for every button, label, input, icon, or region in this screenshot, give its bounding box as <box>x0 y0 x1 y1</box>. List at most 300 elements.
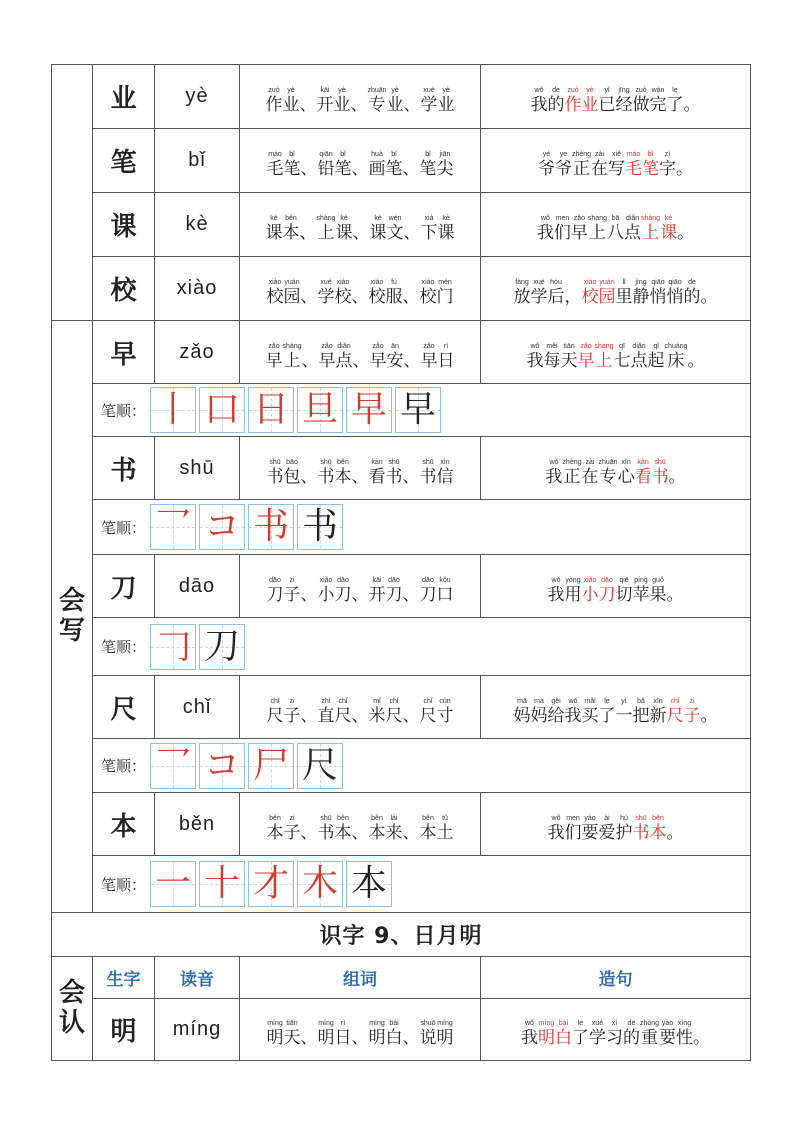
ruby-char <box>554 214 571 244</box>
hanzi: 经 <box>615 95 633 115</box>
hanzi: 小 <box>581 584 599 605</box>
hanzi: 完 <box>649 95 667 115</box>
hanzi: 。 <box>668 466 686 487</box>
stroke-grid-box <box>199 387 245 433</box>
hanzi: 我 <box>545 466 563 487</box>
pinyin-annotation: zǎo <box>423 342 435 350</box>
hanzi: 开 <box>368 584 386 605</box>
hanzi: 我 <box>564 705 582 726</box>
ruby-char <box>555 150 572 180</box>
ruby-char <box>267 458 284 488</box>
punctuation: 、 <box>402 1028 420 1048</box>
ruby-char <box>403 576 420 606</box>
pinyin-annotation: men <box>566 814 580 822</box>
hanzi: 要 <box>581 822 599 843</box>
pinyin-annotation: chǐ <box>338 697 348 705</box>
words-cell <box>240 257 481 321</box>
ruby-char <box>648 342 665 372</box>
ruby-char <box>548 576 565 606</box>
pinyin-annotation: ài <box>604 814 610 822</box>
ruby-char <box>403 1019 420 1049</box>
ruby-char <box>701 278 718 308</box>
pinyin-annotation: qiāo <box>668 279 682 286</box>
ruby-char <box>701 697 718 727</box>
stroke-step: 日 <box>253 389 290 430</box>
ruby-char <box>606 1019 623 1049</box>
pinyin-annotation: dāo <box>269 576 281 584</box>
vocab-row <box>52 437 751 500</box>
pinyin-annotation: zǎo <box>580 342 592 350</box>
pinyin-annotation: máo <box>626 151 641 158</box>
hanzi: 铅 <box>317 159 335 179</box>
stroke-order-cell <box>93 856 751 913</box>
highlighted-word <box>577 342 594 372</box>
stroke-order-cell <box>93 618 751 676</box>
ruby-char <box>319 342 336 372</box>
pinyin-annotation: lǐ <box>622 279 626 286</box>
stroke-step: 尺 <box>302 744 339 786</box>
hanzi: 白 <box>385 1028 403 1048</box>
ruby-char <box>548 814 565 844</box>
hanzi: 。 <box>700 287 718 307</box>
hanzi: 书 <box>385 466 403 487</box>
stroke-order-row <box>52 739 751 793</box>
hanzi: 天 <box>560 350 578 371</box>
hanzi: 校 <box>419 287 437 307</box>
hanzi: 子 <box>683 705 701 726</box>
hanzi: 用 <box>564 584 582 605</box>
ruby-char <box>387 214 404 244</box>
ruby-char <box>437 1019 454 1049</box>
sentence-cell <box>481 257 751 321</box>
ruby-char <box>284 150 301 180</box>
example-sentence <box>538 150 693 180</box>
pinyin-annotation: běn <box>422 814 434 822</box>
pinyin-annotation: yè <box>442 87 450 94</box>
punctuation: 、 <box>402 159 420 179</box>
pinyin-annotation: zuò <box>268 87 280 94</box>
pinyin-annotation: shū <box>388 458 400 466</box>
ruby-char <box>531 278 548 308</box>
pinyin-cell: běn <box>155 793 240 856</box>
ruby-char <box>623 1019 640 1049</box>
hanzi: 。 <box>687 350 705 371</box>
words-cell <box>240 676 481 739</box>
stroke-order-row <box>52 500 751 555</box>
ruby-char <box>560 342 577 372</box>
ruby-char <box>403 814 420 844</box>
ruby-char <box>421 86 438 116</box>
pinyin-annotation: mǐ <box>373 697 381 705</box>
pinyin-annotation: bāo <box>286 458 298 466</box>
pinyin-annotation: de <box>552 87 560 94</box>
ruby-char <box>667 278 684 308</box>
pinyin-annotation: dāo <box>337 576 349 584</box>
hanzi: 专 <box>599 466 617 487</box>
stroke-order-row <box>52 856 751 913</box>
punctuation: 、 <box>299 223 317 243</box>
pinyin-annotation: yuán <box>284 279 300 286</box>
ruby-char <box>352 150 369 180</box>
ruby-char <box>531 86 548 116</box>
pinyin-annotation: zài <box>595 151 604 158</box>
hanzi: 校 <box>266 287 284 307</box>
ruby-char <box>301 458 318 488</box>
category-label <box>52 321 93 913</box>
pinyin-annotation: xué <box>423 87 435 94</box>
pinyin-annotation: zǎo <box>321 342 333 350</box>
pinyin-annotation: zi <box>289 697 295 705</box>
pinyin-annotation: zhuān <box>367 87 387 94</box>
pinyin-annotation: běn <box>371 814 383 822</box>
ruby-char <box>318 458 335 488</box>
hanzi: 。 <box>700 705 718 726</box>
pinyin-annotation: wǒ <box>540 215 550 222</box>
hanzi: 上 <box>588 223 606 243</box>
ruby-char <box>548 86 565 116</box>
hanzi: 护 <box>615 822 633 843</box>
pinyin-annotation: qiē <box>619 576 629 584</box>
ruby-char <box>650 697 667 727</box>
stroke-step: 𠃌 <box>155 625 192 667</box>
ruby-char <box>301 814 318 844</box>
category-label <box>52 957 93 1061</box>
pinyin-annotation: shàng <box>316 215 336 222</box>
ruby-char <box>282 214 299 244</box>
ruby-char <box>299 86 316 116</box>
ruby-char <box>562 458 581 488</box>
highlighted-word <box>582 86 599 116</box>
ruby-char <box>667 576 684 606</box>
pinyin-annotation: ān <box>391 342 399 350</box>
words-cell <box>240 321 481 384</box>
punctuation: 、 <box>351 584 369 605</box>
hanzi: 业 <box>581 95 599 115</box>
word-list <box>265 86 454 116</box>
stroke-step: コ <box>204 506 241 547</box>
example-sentence <box>531 86 701 116</box>
hanzi: 下 <box>420 223 438 243</box>
ruby-char <box>669 458 686 488</box>
pinyin-annotation: shàng <box>282 342 302 350</box>
word-list <box>265 342 454 372</box>
ruby-char <box>316 214 335 244</box>
pinyin-annotation: qī <box>619 342 625 350</box>
hanzi: 了 <box>571 1028 589 1048</box>
pinyin-annotation: bái <box>389 1020 399 1027</box>
ruby-char <box>571 214 588 244</box>
pinyin-annotation: wǒ <box>549 458 559 466</box>
punctuation: 、 <box>351 287 369 307</box>
hanzi: 日 <box>334 1028 352 1048</box>
word-list <box>267 814 454 844</box>
pinyin-annotation: xiǎo <box>319 576 333 584</box>
word-list <box>267 697 454 727</box>
pinyin-annotation: hù <box>620 814 628 822</box>
pinyin-annotation: xiǎo <box>583 576 597 584</box>
pinyin-annotation: xiào <box>336 279 350 286</box>
header-words: 组词 <box>240 957 481 999</box>
ruby-char <box>599 458 618 488</box>
ruby-char <box>614 342 631 372</box>
pinyin-annotation: rì <box>340 1020 346 1027</box>
ruby-char <box>676 150 693 180</box>
ruby-char <box>335 814 352 844</box>
hanzi: 尺 <box>385 705 403 726</box>
hanzi: 业 <box>386 95 404 115</box>
punctuation: 、 <box>403 223 421 243</box>
ruby-char <box>369 150 386 180</box>
pinyin-annotation: fú <box>391 279 397 286</box>
ruby-char <box>543 342 560 372</box>
highlighted-word <box>650 814 667 844</box>
ruby-char <box>316 86 333 116</box>
pinyin-annotation: wǒ <box>568 697 578 705</box>
pinyin-annotation: dāo <box>388 576 400 584</box>
pinyin-annotation: zhèng <box>571 151 592 158</box>
highlighted-word <box>555 1019 572 1049</box>
stroke-grid-box <box>150 504 196 550</box>
pinyin-annotation: yè <box>586 87 594 94</box>
stroke-grid-box <box>150 387 196 433</box>
pinyin-annotation: míng <box>318 1020 334 1027</box>
hanzi: 在 <box>581 466 599 487</box>
ruby-char <box>336 214 353 244</box>
character-cell: 业 <box>93 65 155 129</box>
words-cell <box>240 793 481 856</box>
pinyin-annotation: míng <box>369 1020 385 1027</box>
ruby-char <box>265 86 282 116</box>
ruby-char <box>633 278 650 308</box>
hanzi: 课 <box>335 223 353 243</box>
hanzi: 本 <box>334 822 352 843</box>
hanzi: 们 <box>564 822 582 843</box>
stroke-step: 十 <box>204 863 241 904</box>
hanzi: 我 <box>520 1028 538 1048</box>
pinyin-annotation: mén <box>438 279 452 286</box>
pinyin-annotation: kàn <box>637 458 649 466</box>
stroke-grid-box <box>150 861 196 907</box>
ruby-char <box>369 278 386 308</box>
ruby-char <box>301 150 318 180</box>
hanzi: 在 <box>591 159 609 179</box>
stroke-grid-box <box>199 861 245 907</box>
hanzi: 门 <box>436 287 454 307</box>
pinyin-annotation: kè <box>442 215 450 222</box>
pinyin-annotation: shū <box>269 458 281 466</box>
hanzi: 尺 <box>334 705 352 726</box>
hanzi: 学 <box>317 287 335 307</box>
hanzi: 习 <box>605 1028 623 1048</box>
highlighted-word <box>684 697 701 727</box>
example-sentence <box>514 278 718 308</box>
punctuation: 、 <box>300 159 318 179</box>
punctuation: 、 <box>299 95 317 115</box>
ruby-char <box>352 458 369 488</box>
ruby-char <box>265 342 282 372</box>
pinyin-cell: kè <box>155 193 240 257</box>
ruby-char <box>677 214 694 244</box>
hanzi: 写 <box>608 159 626 179</box>
punctuation: 、 <box>300 822 318 843</box>
pinyin-annotation: chǐ <box>270 697 280 705</box>
pinyin-cell: shū <box>155 437 240 500</box>
pinyin-annotation: le <box>672 87 678 94</box>
hanzi: 买 <box>581 705 599 726</box>
category-continuation <box>52 65 93 321</box>
ruby-char <box>565 697 582 727</box>
punctuation: 、 <box>351 705 369 726</box>
vocab-row <box>52 555 751 618</box>
hanzi: 点 <box>335 350 353 371</box>
ruby-char <box>369 576 386 606</box>
ruby-char <box>386 150 403 180</box>
punctuation: 、 <box>300 466 318 487</box>
hanzi: 悄 <box>649 287 667 307</box>
pinyin-annotation: wǒ <box>530 342 540 350</box>
vocab-row <box>52 321 751 384</box>
ruby-char <box>665 342 688 372</box>
hanzi: 本 <box>368 822 386 843</box>
hanzi: 正 <box>563 466 581 487</box>
pinyin-annotation: zuò <box>635 87 647 94</box>
pinyin-annotation: yòng <box>565 576 581 584</box>
sentence-cell <box>481 793 751 856</box>
ruby-char <box>335 278 352 308</box>
pinyin-annotation: yè <box>391 87 399 94</box>
hanzi: 笔 <box>385 159 403 179</box>
highlighted-word <box>582 278 599 308</box>
hanzi: 来 <box>385 822 403 843</box>
hanzi: 性 <box>676 1028 694 1048</box>
pinyin-annotation: zǎo <box>268 342 280 350</box>
ruby-char <box>404 342 421 372</box>
pinyin-annotation: zhí <box>321 697 331 705</box>
vocab-row <box>52 676 751 739</box>
hanzi: 校 <box>334 287 352 307</box>
hanzi: 妈 <box>530 705 548 726</box>
pinyin-cell: xiào <box>155 257 240 321</box>
ruby-char <box>420 1019 437 1049</box>
hanzi: 上 <box>283 350 301 371</box>
ruby-char <box>284 576 301 606</box>
hanzi: 作 <box>265 95 283 115</box>
pinyin-annotation: qiāo <box>651 279 665 286</box>
pinyin-annotation: bái <box>558 1020 569 1027</box>
ruby-char <box>437 697 454 727</box>
highlighted-word <box>565 86 582 116</box>
highlighted-word <box>594 342 613 372</box>
character-cell: 明 <box>93 999 155 1061</box>
pinyin-annotation: zì <box>664 151 671 158</box>
ruby-char <box>633 697 650 727</box>
example-sentence <box>548 576 684 606</box>
hanzi: 给 <box>547 705 565 726</box>
ruby-char <box>650 576 667 606</box>
ruby-char <box>282 86 299 116</box>
ruby-char <box>403 278 420 308</box>
ruby-char <box>367 86 386 116</box>
pinyin-annotation: rì <box>443 342 449 350</box>
highlighted-word <box>538 1019 555 1049</box>
pinyin-annotation: shū <box>654 458 666 466</box>
stroke-order-cell <box>93 739 751 793</box>
hanzi: 明 <box>266 1028 284 1048</box>
hanzi: 。 <box>666 822 684 843</box>
hanzi: 看 <box>634 466 652 487</box>
hanzi: 我 <box>536 223 554 243</box>
pinyin-annotation: wǒ <box>534 87 544 94</box>
pinyin-annotation: běn <box>337 814 349 822</box>
hanzi: 包 <box>283 466 301 487</box>
ruby-char <box>403 150 420 180</box>
stroke-grid-box <box>346 861 392 907</box>
pinyin-annotation: lái <box>390 814 398 822</box>
stroke-order-row <box>52 384 751 437</box>
pinyin-annotation: yào <box>584 814 596 822</box>
hanzi: 重 <box>640 1028 658 1048</box>
pinyin-annotation: le <box>577 1020 584 1027</box>
pinyin-annotation: tiān <box>563 342 575 350</box>
stroke-step: 才 <box>253 863 290 904</box>
hanzi: 业 <box>437 95 455 115</box>
ruby-char <box>616 697 633 727</box>
ruby-char <box>420 278 437 308</box>
punctuation: 、 <box>300 705 318 726</box>
hanzi: 的 <box>547 95 565 115</box>
hanzi: 切 <box>615 584 633 605</box>
pinyin-annotation: xué <box>320 279 332 286</box>
punctuation: 、 <box>352 223 370 243</box>
pinyin-annotation: tiān <box>286 1020 298 1027</box>
character-cell: 书 <box>93 437 155 500</box>
ruby-char <box>616 86 633 116</box>
stroke-step: 口 <box>204 389 241 430</box>
pinyin-annotation: dāo <box>422 576 434 584</box>
word-list <box>267 278 454 308</box>
pinyin-annotation: tǔ <box>442 814 448 822</box>
ruby-char <box>521 1019 538 1049</box>
pinyin-annotation: yì <box>621 697 627 705</box>
pinyin-annotation: xué <box>591 1020 604 1027</box>
pinyin-annotation: míng <box>437 1020 453 1027</box>
hanzi: 口 <box>436 584 454 605</box>
ruby-char <box>572 150 591 180</box>
pinyin-cell: yè <box>155 65 240 129</box>
ruby-char <box>335 150 352 180</box>
ruby-char <box>370 214 387 244</box>
hanzi: 笔 <box>419 159 437 179</box>
ruby-char <box>369 814 386 844</box>
pinyin-annotation: xìng <box>677 1020 692 1027</box>
ruby-char <box>531 697 548 727</box>
ruby-char <box>616 814 633 844</box>
pinyin-cell: míng <box>155 999 240 1061</box>
pinyin-annotation: xià <box>424 215 434 222</box>
hanzi: 笔 <box>642 159 660 179</box>
pinyin-annotation: yuán <box>599 279 615 286</box>
ruby-char <box>301 278 318 308</box>
words-cell <box>240 129 481 193</box>
ruby-char <box>548 697 565 727</box>
punctuation: 、 <box>403 350 421 371</box>
pinyin-annotation: huà <box>371 151 383 158</box>
punctuation: 、 <box>402 466 420 487</box>
pinyin-annotation: mǎi <box>584 697 596 705</box>
pinyin-annotation: zǎo <box>372 342 384 350</box>
header-char: 生字 <box>93 957 155 999</box>
stroke-grid-box <box>248 504 294 550</box>
